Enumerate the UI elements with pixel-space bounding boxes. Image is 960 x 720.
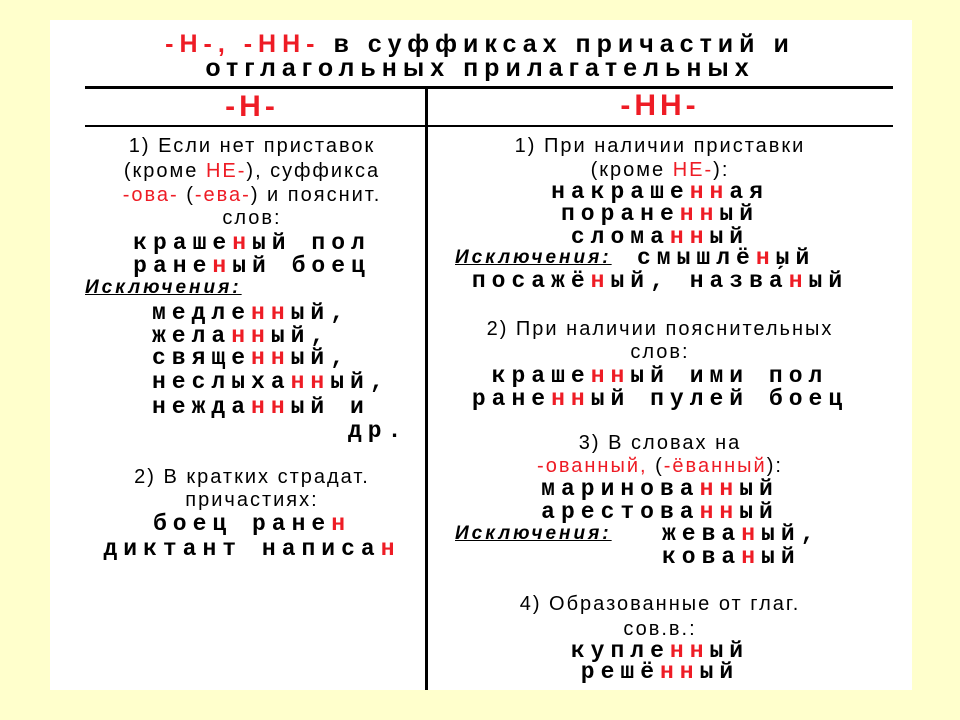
title-black-part: в суффиксах причастий и — [320, 30, 795, 58]
nn-highlight: нн — [669, 224, 710, 250]
word-stem: жела — [152, 323, 232, 349]
word-stem: купле — [570, 638, 670, 664]
word-stem: нежда — [152, 394, 252, 420]
word-stem: краше — [491, 363, 591, 389]
exceptions-label: Исключения: — [455, 523, 612, 544]
word-ending: ый боец — [232, 253, 371, 279]
nn-highlight: нн — [689, 179, 730, 205]
nn-highlight: нн — [699, 476, 740, 502]
suffix-highlight: -ёванный — [663, 455, 767, 477]
prefix-highlight: НЕ- — [205, 160, 247, 182]
right-column-header: -НН- — [620, 89, 700, 122]
word-ending: ый, — [270, 323, 331, 349]
nn-highlight: нн — [699, 499, 740, 525]
rule-text: ): — [766, 455, 783, 477]
word-stem: арестова — [541, 499, 700, 525]
exception-word — [80, 394, 424, 420]
suffix-highlight: -ева- — [194, 184, 251, 206]
left-rule-2-line-2: причастиях: — [185, 489, 319, 511]
prefix-highlight: НЕ- — [672, 159, 714, 181]
nn-highlight: нн — [660, 659, 700, 685]
word-ending: ый, — [761, 521, 821, 547]
word-ending: ый — [719, 201, 760, 227]
word-ending: ый — [709, 224, 750, 250]
exception-words — [432, 268, 888, 294]
word-stem: посажё — [471, 268, 591, 294]
suffix-highlight: -ованный, — [537, 455, 648, 477]
left-rule-1-line-4: слов: — [222, 207, 282, 229]
nn-highlight: нн — [231, 323, 271, 349]
right-column — [432, 0, 888, 720]
n-highlight: н — [590, 268, 611, 294]
word-stem: медле — [152, 300, 252, 326]
nn-highlight: нн — [590, 363, 631, 389]
left-rule-1-line-1: 1) Если нет приставок — [128, 135, 376, 157]
word-stem: маринова — [541, 476, 700, 502]
nn-highlight: нн — [551, 386, 591, 412]
rule-text: ): — [713, 159, 730, 181]
left-column — [80, 0, 424, 720]
exception-word — [80, 345, 424, 371]
nn-highlight: нн — [669, 638, 710, 664]
exception-word — [80, 369, 424, 395]
exceptions-label: Исключения: — [85, 277, 242, 298]
word-stem: кова — [662, 544, 742, 570]
rule-text: ( — [647, 455, 664, 477]
rule-text: (кроме — [590, 159, 673, 181]
nn-highlight: нн — [290, 369, 331, 395]
nn-highlight: нн — [251, 300, 291, 326]
nn-highlight: нн — [251, 345, 291, 371]
column-divider — [425, 86, 428, 690]
n-highlight: н — [788, 268, 809, 294]
example-word — [432, 386, 888, 412]
word-text: ый, назва́ — [610, 268, 789, 294]
word-ending: ый пол — [252, 230, 371, 256]
left-column-header: -Н- — [225, 90, 279, 123]
n-highlight: н — [380, 536, 401, 562]
example-word — [432, 659, 888, 685]
exception-word — [432, 544, 888, 570]
right-rule-2-line-2: слов: — [630, 341, 690, 363]
word-ending: ый — [761, 544, 801, 570]
word-ending: ый — [739, 476, 779, 502]
title-red-part: -Н-, -НН- — [165, 30, 321, 58]
title-line-2: отглагольных прилагательных — [205, 54, 755, 82]
rule-text: ) и пояснит. — [250, 184, 382, 206]
word-stem: поране — [560, 201, 680, 227]
word-ending: ый — [808, 268, 849, 294]
word-stem: накраше — [551, 179, 690, 205]
word-stem: слома — [570, 224, 670, 250]
word-stem: неслыха — [152, 369, 291, 395]
n-highlight: н — [232, 230, 252, 256]
word-ending: ый — [709, 638, 750, 664]
word-ending: ый и — [290, 394, 370, 420]
exceptions-tail: др. — [348, 418, 408, 444]
word-stem: ране — [133, 253, 213, 279]
n-highlight: н — [741, 521, 762, 547]
n-highlight: н — [755, 245, 776, 271]
example-word — [80, 511, 424, 537]
word-stem: смышлё — [637, 245, 756, 271]
word-ending: ый пулей боец — [590, 386, 849, 412]
left-rule-2-line-1: 2) В кратких страдат. — [134, 466, 370, 488]
word-stem: решё — [580, 659, 660, 685]
word-ending: ый — [739, 499, 779, 525]
rule-text: ), суффикса — [246, 160, 381, 182]
nn-highlight: нн — [251, 394, 291, 420]
word-ending: ый, — [290, 300, 351, 326]
word-stem: боец ране — [152, 511, 332, 537]
word-stem: свяще — [152, 345, 252, 371]
word-ending: ый ими пол — [630, 363, 829, 389]
right-rule-4-line-1: 4) Образованные от глаг. — [519, 593, 801, 615]
example-word — [80, 536, 424, 562]
word-stem: ране — [471, 386, 552, 412]
nn-highlight: нн — [679, 201, 720, 227]
word-ending: ый, — [330, 369, 390, 395]
suffix-highlight: -ова- — [122, 184, 179, 206]
rule-text: ( — [178, 184, 195, 206]
word-ending: ый — [699, 659, 740, 685]
exceptions-label: Исключения: — [455, 247, 612, 268]
left-rule-1-line-2 — [80, 158, 424, 184]
n-highlight: н — [212, 253, 233, 279]
word-ending: ый, — [290, 345, 351, 371]
word-ending: ая — [729, 179, 769, 205]
right-rule-1-line-1: 1) При наличии приставки — [514, 135, 806, 157]
right-rule-2-line-1: 2) При наличии пояснительных — [486, 318, 834, 340]
word-stem: диктант написа — [103, 536, 381, 562]
n-highlight: н — [741, 544, 762, 570]
n-highlight: н — [331, 511, 352, 537]
rule-text: (кроме — [123, 160, 206, 182]
right-rule-4-line-2: сов.в.: — [623, 618, 697, 640]
word-stem: краше — [133, 230, 233, 256]
word-stem: жева — [662, 521, 742, 547]
word-ending: ый — [775, 245, 816, 271]
right-rule-3-line-1: 3) В словах на — [578, 432, 742, 454]
